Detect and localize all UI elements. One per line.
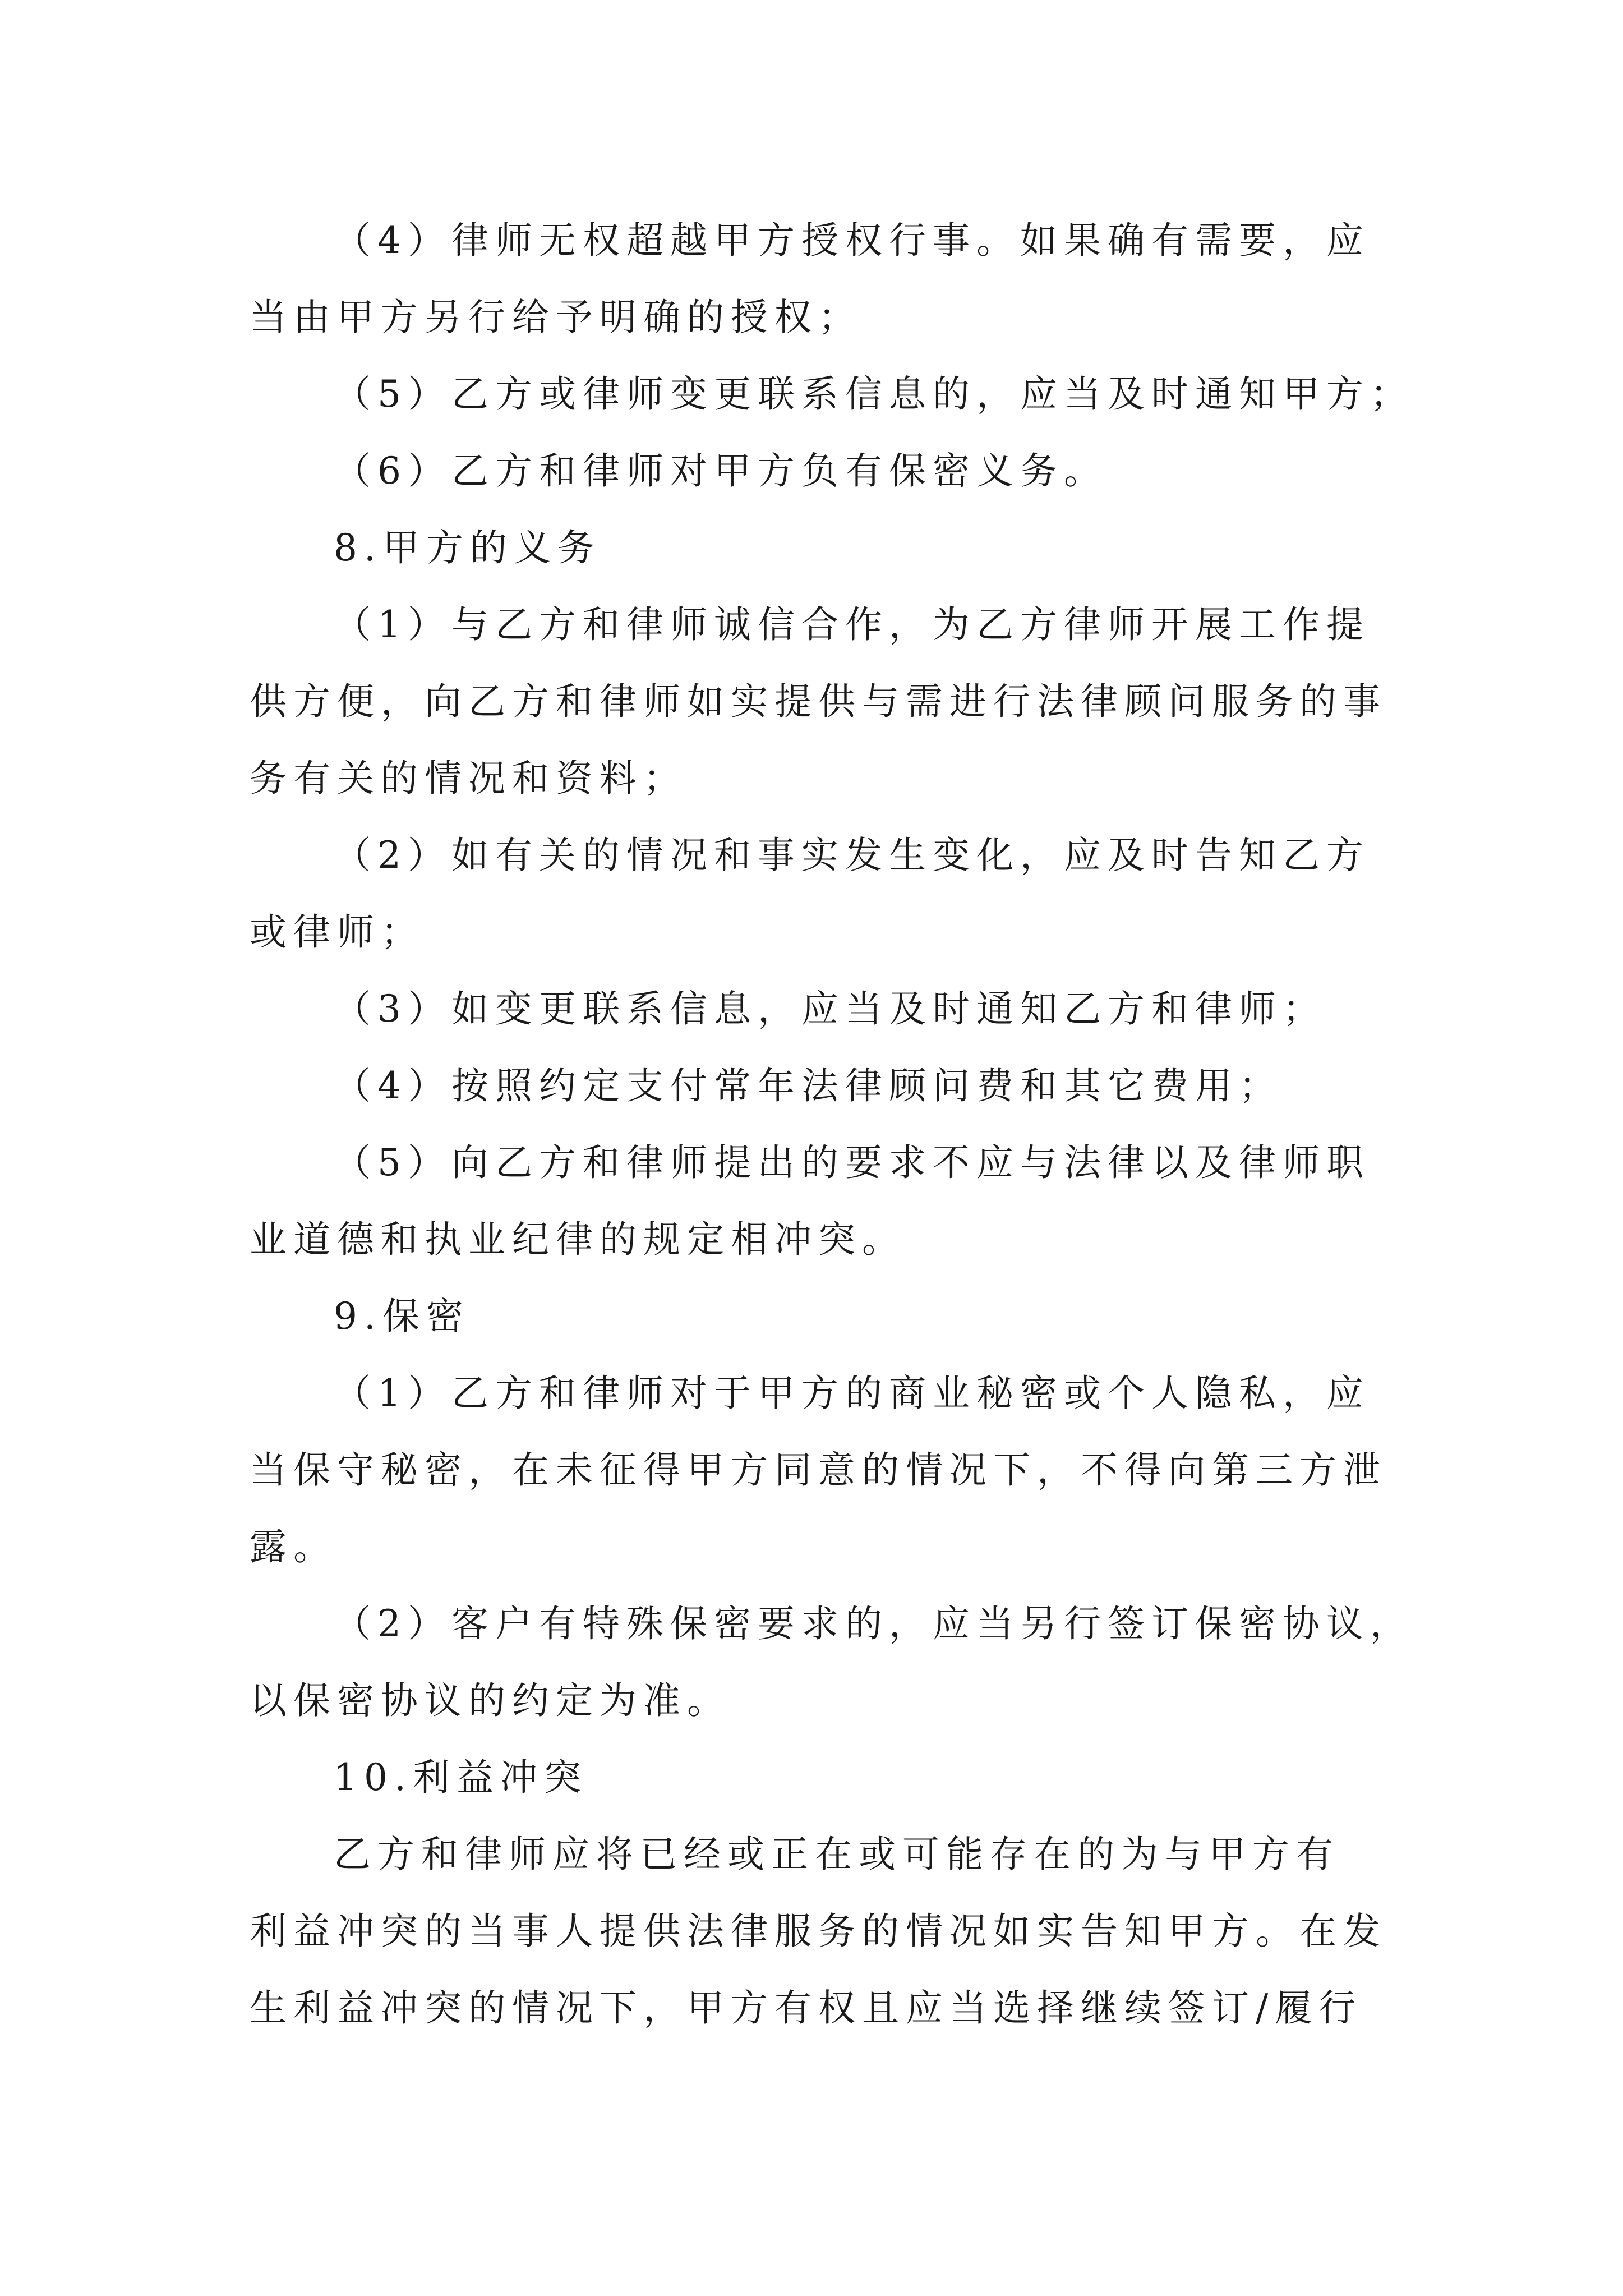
paragraph-line: （4）律师无权超越甲方授权行事。如果确有需要，应 (334, 219, 1370, 262)
paragraph-line: （1）乙方和律师对于甲方的商业秘密或个人隐私，应 (334, 1372, 1370, 1415)
paragraph-line: 当保守秘密，在未征得甲方同意的情况下，不得向第三方泄 (250, 1448, 1387, 1492)
paragraph-line: （2）客户有特殊保密要求的，应当另行签订保密协议， (334, 1602, 1414, 1645)
paragraph-line: （2）如有关的情况和事实发生变化，应及时告知乙方 (334, 834, 1370, 877)
paragraph-line: 利益冲突的当事人提供法律服务的情况如实告知甲方。在发 (250, 1910, 1387, 1953)
document-body (250, 202, 1414, 2046)
paragraph-line: 生利益冲突的情况下，甲方有权且应当选择继续签订/履行 (250, 1986, 1363, 2030)
section-heading: 8.甲方的义务 (334, 526, 601, 569)
paragraph-line: 或律师； (250, 910, 425, 954)
paragraph-line: （5）向乙方和律师提出的要求不应与法律以及律师职 (334, 1141, 1370, 1184)
paragraph-line: 业道德和执业纪律的规定相冲突。 (250, 1218, 906, 1261)
paragraph-line: （1）与乙方和律师诚信合作，为乙方律师开展工作提 (334, 603, 1370, 646)
paragraph-line: （5）乙方或律师变更联系信息的，应当及时通知甲方； (334, 372, 1414, 416)
paragraph-line: 露。 (250, 1525, 337, 1568)
paragraph-line: （3）如变更联系信息，应当及时通知乙方和律师； (334, 987, 1326, 1030)
paragraph-line: （4）按照约定支付常年法律顾问费和其它费用； (334, 1064, 1283, 1107)
section-heading: 9.保密 (334, 1295, 470, 1338)
paragraph-line: 以保密协议的约定为准。 (250, 1679, 731, 1722)
paragraph-line: 乙方和律师应将已经或正在或可能存在的为与甲方有 (334, 1833, 1340, 1876)
paragraph-line: 供方便，向乙方和律师如实提供与需进行法律顾问服务的事 (250, 680, 1387, 723)
section-heading: 10.利益冲突 (334, 1756, 588, 1799)
paragraph-line: 务有关的情况和资料； (250, 757, 687, 800)
paragraph-line: （6）乙方和律师对甲方负有保密义务。 (334, 449, 1108, 493)
paragraph-line: 当由甲方另行给予明确的授权； (250, 296, 862, 339)
